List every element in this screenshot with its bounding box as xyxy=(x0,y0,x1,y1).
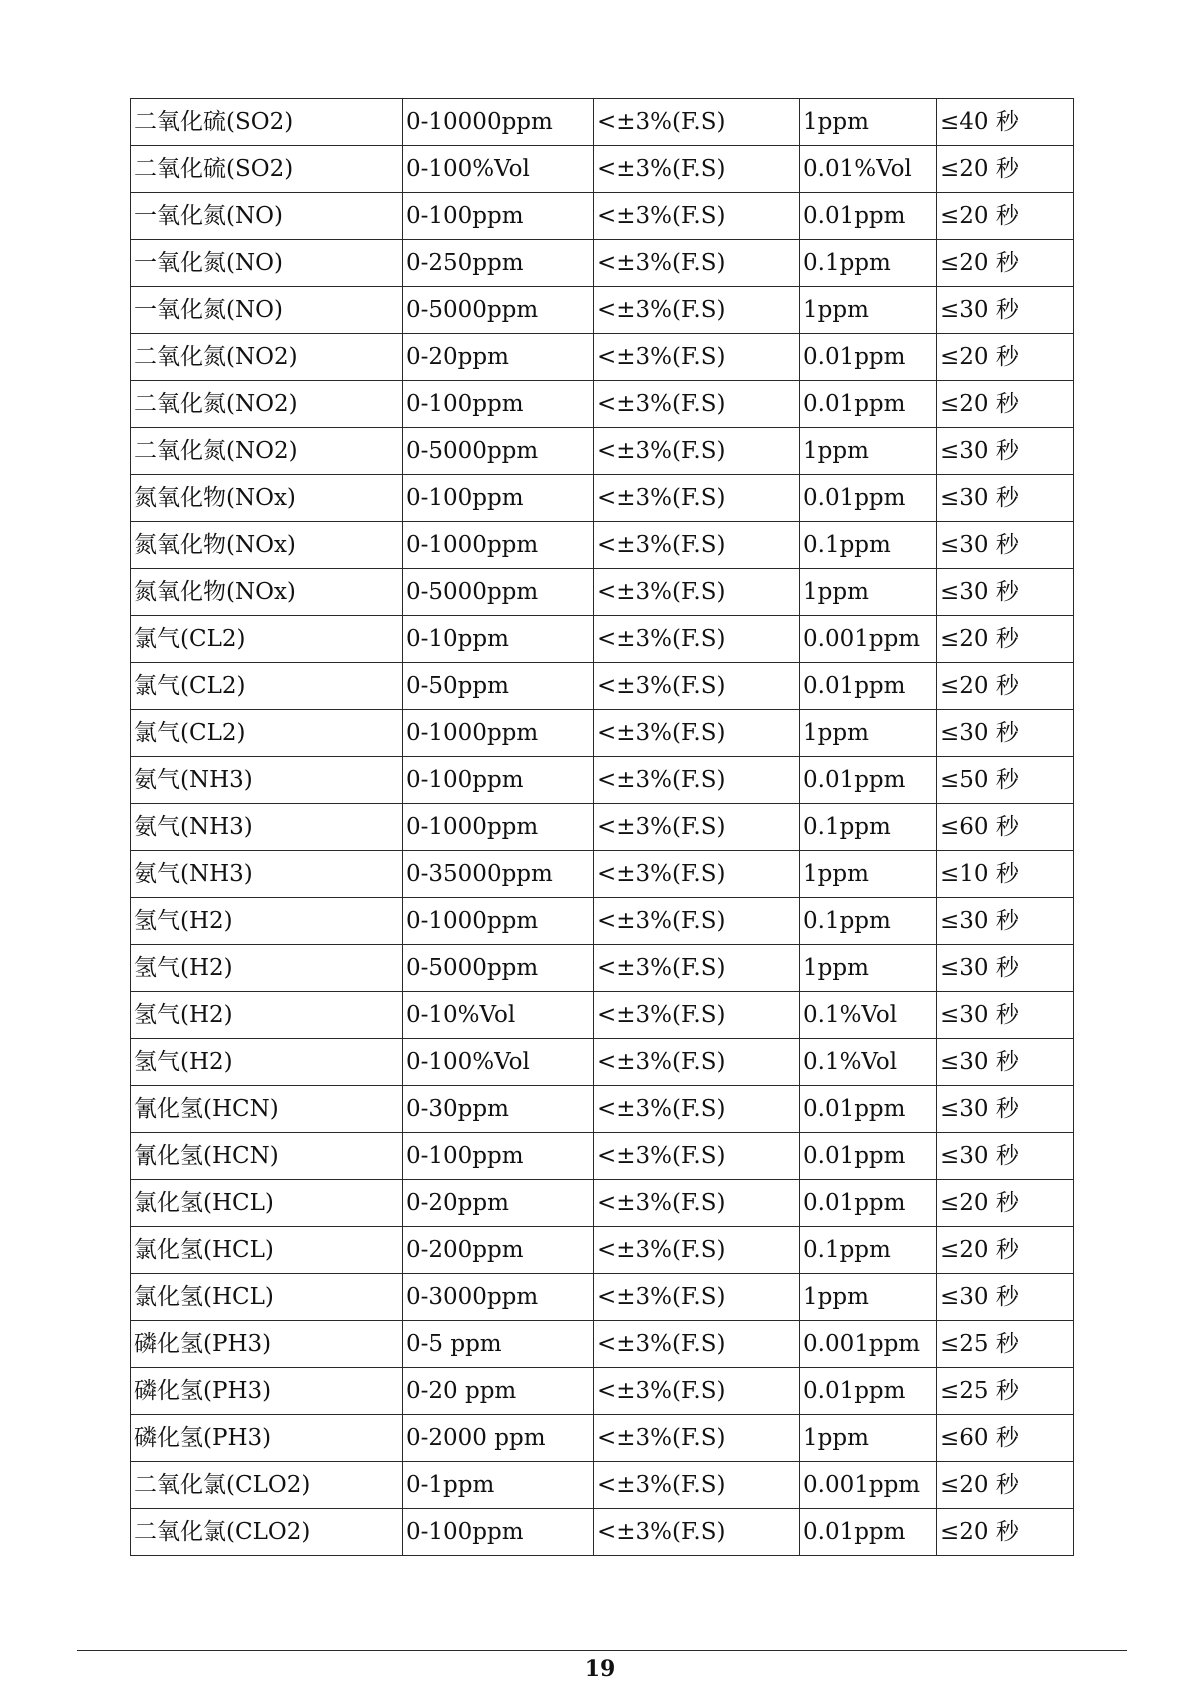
range-cell: 0-1ppm xyxy=(403,1462,594,1509)
resolution-cell: 1ppm xyxy=(800,851,937,898)
resolution-cell: 1ppm xyxy=(800,1274,937,1321)
table-row xyxy=(131,381,1074,428)
response-time-cell: ≤30 秒 xyxy=(937,475,1074,522)
table-row xyxy=(131,146,1074,193)
table-row xyxy=(131,240,1074,287)
resolution-cell: 0.01ppm xyxy=(800,1509,937,1556)
range-cell: 0-35000ppm xyxy=(403,851,594,898)
range-cell: 0-10000ppm xyxy=(403,99,594,146)
response-time-cell: ≤20 秒 xyxy=(937,663,1074,710)
range-cell: 0-100ppm xyxy=(403,475,594,522)
table-row xyxy=(131,710,1074,757)
resolution-cell: 0.01ppm xyxy=(800,663,937,710)
accuracy-cell: <±3%(F.S) xyxy=(594,663,800,710)
response-time-cell: ≤20 秒 xyxy=(937,1509,1074,1556)
response-time-cell: ≤30 秒 xyxy=(937,1274,1074,1321)
range-cell: 0-100ppm xyxy=(403,193,594,240)
table-row xyxy=(131,1509,1074,1556)
accuracy-cell: <±3%(F.S) xyxy=(594,1039,800,1086)
range-cell: 0-1000ppm xyxy=(403,522,594,569)
response-time-cell: ≤20 秒 xyxy=(937,240,1074,287)
resolution-cell: 0.01ppm xyxy=(800,381,937,428)
table-row xyxy=(131,1133,1074,1180)
gas-name-cell: 氢气(H2) xyxy=(131,898,403,945)
gas-name-cell: 氯气(CL2) xyxy=(131,710,403,757)
gas-name-cell: 氯气(CL2) xyxy=(131,663,403,710)
response-time-cell: ≤30 秒 xyxy=(937,287,1074,334)
accuracy-cell: <±3%(F.S) xyxy=(594,1321,800,1368)
accuracy-cell: <±3%(F.S) xyxy=(594,334,800,381)
accuracy-cell: <±3%(F.S) xyxy=(594,1133,800,1180)
gas-name-cell: 氯化氢(HCL) xyxy=(131,1180,403,1227)
table-row xyxy=(131,898,1074,945)
range-cell: 0-20ppm xyxy=(403,1180,594,1227)
response-time-cell: ≤10 秒 xyxy=(937,851,1074,898)
resolution-cell: 1ppm xyxy=(800,569,937,616)
range-cell: 0-20 ppm xyxy=(403,1368,594,1415)
gas-name-cell: 磷化氢(PH3) xyxy=(131,1321,403,1368)
range-cell: 0-1000ppm xyxy=(403,898,594,945)
resolution-cell: 1ppm xyxy=(800,428,937,475)
accuracy-cell: <±3%(F.S) xyxy=(594,381,800,428)
table-row xyxy=(131,757,1074,804)
gas-name-cell: 氰化氢(HCN) xyxy=(131,1086,403,1133)
range-cell: 0-1000ppm xyxy=(403,804,594,851)
response-time-cell: ≤20 秒 xyxy=(937,1227,1074,1274)
accuracy-cell: <±3%(F.S) xyxy=(594,569,800,616)
accuracy-cell: <±3%(F.S) xyxy=(594,1180,800,1227)
resolution-cell: 0.1ppm xyxy=(800,522,937,569)
response-time-cell: ≤50 秒 xyxy=(937,757,1074,804)
table-row xyxy=(131,569,1074,616)
accuracy-cell: <±3%(F.S) xyxy=(594,851,800,898)
page-number: 19 xyxy=(584,1656,616,1682)
response-time-cell: ≤60 秒 xyxy=(937,804,1074,851)
range-cell: 0-3000ppm xyxy=(403,1274,594,1321)
gas-name-cell: 氨气(NH3) xyxy=(131,757,403,804)
table-row xyxy=(131,334,1074,381)
range-cell: 0-10%Vol xyxy=(403,992,594,1039)
resolution-cell: 1ppm xyxy=(800,287,937,334)
gas-name-cell: 二氧化氮(NO2) xyxy=(131,334,403,381)
range-cell: 0-250ppm xyxy=(403,240,594,287)
response-time-cell: ≤30 秒 xyxy=(937,428,1074,475)
response-time-cell: ≤30 秒 xyxy=(937,945,1074,992)
gas-name-cell: 氯化氢(HCL) xyxy=(131,1227,403,1274)
table-row xyxy=(131,1415,1074,1462)
accuracy-cell: <±3%(F.S) xyxy=(594,287,800,334)
accuracy-cell: <±3%(F.S) xyxy=(594,757,800,804)
range-cell: 0-30ppm xyxy=(403,1086,594,1133)
resolution-cell: 0.01%Vol xyxy=(800,146,937,193)
range-cell: 0-5000ppm xyxy=(403,945,594,992)
table-row xyxy=(131,851,1074,898)
accuracy-cell: <±3%(F.S) xyxy=(594,193,800,240)
accuracy-cell: <±3%(F.S) xyxy=(594,475,800,522)
resolution-cell: 1ppm xyxy=(800,710,937,757)
resolution-cell: 1ppm xyxy=(800,99,937,146)
table-row xyxy=(131,1462,1074,1509)
table-row xyxy=(131,287,1074,334)
resolution-cell: 0.1%Vol xyxy=(800,992,937,1039)
resolution-cell: 0.1ppm xyxy=(800,240,937,287)
resolution-cell: 0.1ppm xyxy=(800,898,937,945)
table-row xyxy=(131,1180,1074,1227)
accuracy-cell: <±3%(F.S) xyxy=(594,1368,800,1415)
accuracy-cell: <±3%(F.S) xyxy=(594,710,800,757)
footer-divider xyxy=(77,1650,1127,1651)
range-cell: 0-20ppm xyxy=(403,334,594,381)
gas-name-cell: 氢气(H2) xyxy=(131,992,403,1039)
response-time-cell: ≤20 秒 xyxy=(937,616,1074,663)
gas-name-cell: 氯化氢(HCL) xyxy=(131,1274,403,1321)
response-time-cell: ≤30 秒 xyxy=(937,1039,1074,1086)
range-cell: 0-100ppm xyxy=(403,381,594,428)
resolution-cell: 0.01ppm xyxy=(800,193,937,240)
range-cell: 0-200ppm xyxy=(403,1227,594,1274)
table-row xyxy=(131,992,1074,1039)
accuracy-cell: <±3%(F.S) xyxy=(594,522,800,569)
range-cell: 0-5 ppm xyxy=(403,1321,594,1368)
range-cell: 0-100%Vol xyxy=(403,146,594,193)
range-cell: 0-100ppm xyxy=(403,757,594,804)
range-cell: 0-50ppm xyxy=(403,663,594,710)
response-time-cell: ≤30 秒 xyxy=(937,898,1074,945)
table-row xyxy=(131,1227,1074,1274)
range-cell: 0-100ppm xyxy=(403,1509,594,1556)
table-row xyxy=(131,663,1074,710)
accuracy-cell: <±3%(F.S) xyxy=(594,428,800,475)
gas-name-cell: 一氧化氮(NO) xyxy=(131,193,403,240)
accuracy-cell: <±3%(F.S) xyxy=(594,1086,800,1133)
resolution-cell: 0.01ppm xyxy=(800,757,937,804)
gas-name-cell: 氰化氢(HCN) xyxy=(131,1133,403,1180)
table-row xyxy=(131,475,1074,522)
gas-name-cell: 氯气(CL2) xyxy=(131,616,403,663)
resolution-cell: 0.01ppm xyxy=(800,1086,937,1133)
gas-name-cell: 二氧化氮(NO2) xyxy=(131,428,403,475)
table-row xyxy=(131,945,1074,992)
range-cell: 0-10ppm xyxy=(403,616,594,663)
table-row xyxy=(131,1039,1074,1086)
response-time-cell: ≤30 秒 xyxy=(937,992,1074,1039)
response-time-cell: ≤30 秒 xyxy=(937,710,1074,757)
resolution-cell: 0.1ppm xyxy=(800,1227,937,1274)
range-cell: 0-5000ppm xyxy=(403,287,594,334)
range-cell: 0-1000ppm xyxy=(403,710,594,757)
response-time-cell: ≤30 秒 xyxy=(937,1133,1074,1180)
table-row xyxy=(131,1368,1074,1415)
gas-name-cell: 二氧化硫(SO2) xyxy=(131,99,403,146)
accuracy-cell: <±3%(F.S) xyxy=(594,99,800,146)
table-row xyxy=(131,193,1074,240)
gas-name-cell: 氨气(NH3) xyxy=(131,851,403,898)
response-time-cell: ≤60 秒 xyxy=(937,1415,1074,1462)
gas-name-cell: 一氧化氮(NO) xyxy=(131,240,403,287)
resolution-cell: 0.01ppm xyxy=(800,475,937,522)
gas-name-cell: 二氧化氯(CLO2) xyxy=(131,1462,403,1509)
accuracy-cell: <±3%(F.S) xyxy=(594,240,800,287)
table-row xyxy=(131,1321,1074,1368)
spec-table-body xyxy=(131,99,1074,1556)
table-row xyxy=(131,616,1074,663)
response-time-cell: ≤20 秒 xyxy=(937,193,1074,240)
table-row xyxy=(131,99,1074,146)
gas-sensor-spec-table xyxy=(130,98,1074,1556)
resolution-cell: 0.1ppm xyxy=(800,804,937,851)
response-time-cell: ≤20 秒 xyxy=(937,334,1074,381)
gas-name-cell: 磷化氢(PH3) xyxy=(131,1368,403,1415)
accuracy-cell: <±3%(F.S) xyxy=(594,146,800,193)
gas-name-cell: 氨气(NH3) xyxy=(131,804,403,851)
response-time-cell: ≤30 秒 xyxy=(937,522,1074,569)
accuracy-cell: <±3%(F.S) xyxy=(594,804,800,851)
gas-name-cell: 二氧化氯(CLO2) xyxy=(131,1509,403,1556)
range-cell: 0-100ppm xyxy=(403,1133,594,1180)
resolution-cell: 0.001ppm xyxy=(800,1462,937,1509)
response-time-cell: ≤25 秒 xyxy=(937,1368,1074,1415)
gas-name-cell: 氢气(H2) xyxy=(131,945,403,992)
resolution-cell: 1ppm xyxy=(800,1415,937,1462)
resolution-cell: 0.01ppm xyxy=(800,334,937,381)
table-row xyxy=(131,804,1074,851)
accuracy-cell: <±3%(F.S) xyxy=(594,1462,800,1509)
range-cell: 0-100%Vol xyxy=(403,1039,594,1086)
accuracy-cell: <±3%(F.S) xyxy=(594,945,800,992)
gas-name-cell: 二氧化氮(NO2) xyxy=(131,381,403,428)
response-time-cell: ≤40 秒 xyxy=(937,99,1074,146)
table-row xyxy=(131,1274,1074,1321)
response-time-cell: ≤25 秒 xyxy=(937,1321,1074,1368)
table-row xyxy=(131,428,1074,475)
gas-name-cell: 一氧化氮(NO) xyxy=(131,287,403,334)
gas-name-cell: 氮氧化物(NOx) xyxy=(131,569,403,616)
accuracy-cell: <±3%(F.S) xyxy=(594,1274,800,1321)
table-row xyxy=(131,1086,1074,1133)
accuracy-cell: <±3%(F.S) xyxy=(594,898,800,945)
accuracy-cell: <±3%(F.S) xyxy=(594,1509,800,1556)
resolution-cell: 0.001ppm xyxy=(800,1321,937,1368)
accuracy-cell: <±3%(F.S) xyxy=(594,1415,800,1462)
response-time-cell: ≤20 秒 xyxy=(937,146,1074,193)
resolution-cell: 0.1%Vol xyxy=(800,1039,937,1086)
resolution-cell: 0.01ppm xyxy=(800,1180,937,1227)
gas-name-cell: 氢气(H2) xyxy=(131,1039,403,1086)
accuracy-cell: <±3%(F.S) xyxy=(594,1227,800,1274)
resolution-cell: 0.01ppm xyxy=(800,1133,937,1180)
gas-name-cell: 二氧化硫(SO2) xyxy=(131,146,403,193)
resolution-cell: 0.001ppm xyxy=(800,616,937,663)
table-row xyxy=(131,522,1074,569)
response-time-cell: ≤30 秒 xyxy=(937,1086,1074,1133)
response-time-cell: ≤20 秒 xyxy=(937,381,1074,428)
response-time-cell: ≤30 秒 xyxy=(937,569,1074,616)
gas-name-cell: 氮氧化物(NOx) xyxy=(131,475,403,522)
range-cell: 0-5000ppm xyxy=(403,569,594,616)
accuracy-cell: <±3%(F.S) xyxy=(594,616,800,663)
response-time-cell: ≤20 秒 xyxy=(937,1180,1074,1227)
resolution-cell: 0.01ppm xyxy=(800,1368,937,1415)
gas-name-cell: 磷化氢(PH3) xyxy=(131,1415,403,1462)
accuracy-cell: <±3%(F.S) xyxy=(594,992,800,1039)
range-cell: 0-5000ppm xyxy=(403,428,594,475)
range-cell: 0-2000 ppm xyxy=(403,1415,594,1462)
response-time-cell: ≤20 秒 xyxy=(937,1462,1074,1509)
gas-name-cell: 氮氧化物(NOx) xyxy=(131,522,403,569)
resolution-cell: 1ppm xyxy=(800,945,937,992)
